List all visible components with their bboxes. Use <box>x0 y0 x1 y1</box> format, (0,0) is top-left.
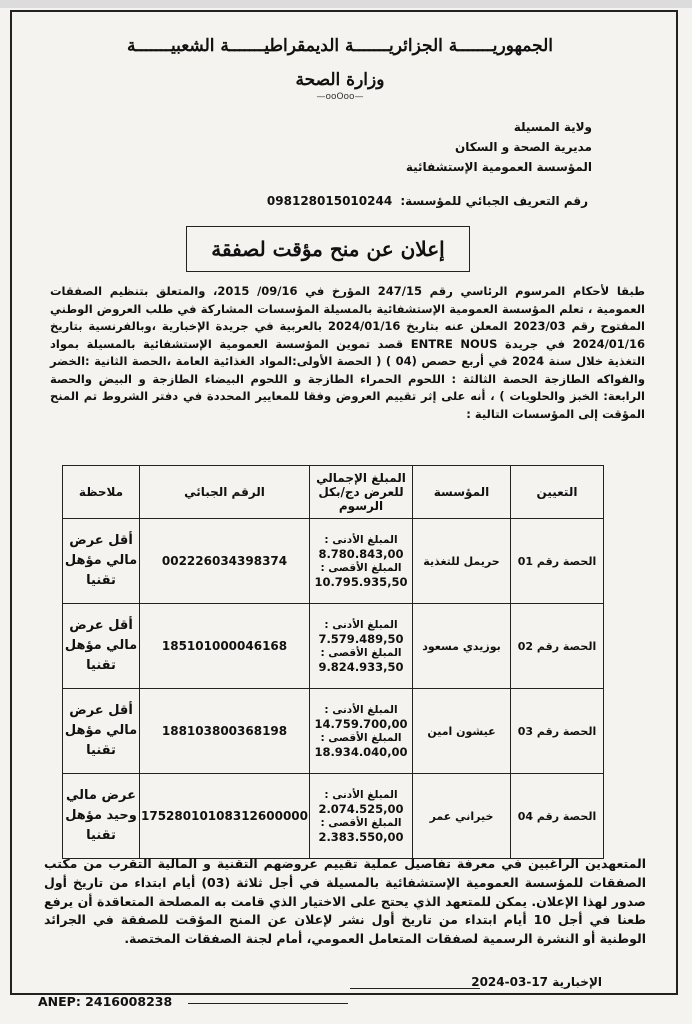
remark-cell: عرض مالي وحيد مؤهل تقنيا <box>63 774 140 859</box>
max-amount: 9.824.933,50 <box>318 660 404 674</box>
header-tax-number: الرقم الجبائي <box>140 466 310 519</box>
lot-cell: الحصة رقم 02 <box>511 604 604 689</box>
company-cell: حريمل للتغذية <box>413 519 511 604</box>
address-institution: المؤسسة العمومية الإستشفائية <box>405 160 592 174</box>
anep-reference: ANEP: 2416008238 <box>38 994 173 1009</box>
max-amount: 18.934.040,00 <box>314 745 408 759</box>
address-directorate: مديرية الصحة و السكان <box>454 140 592 154</box>
max-amount: 2.383.550,00 <box>318 830 404 844</box>
amount-cell <box>310 689 413 774</box>
min-label: المبلغ الأدنى : <box>324 789 398 801</box>
table-header-row <box>63 466 604 519</box>
max-label: المبلغ الأقصى : <box>320 732 402 744</box>
max-amount: 10.795.935,50 <box>314 575 408 589</box>
min-amount: 14.759.700,00 <box>314 717 408 731</box>
amount-cell <box>310 519 413 604</box>
company-cell: خيراني عمر <box>413 774 511 859</box>
lot-cell: الحصة رقم 01 <box>511 519 604 604</box>
header-ornament: —ooOoo— <box>316 92 364 102</box>
award-table <box>62 465 604 859</box>
amount-cell <box>310 604 413 689</box>
company-cell: بوزيدي مسعود <box>413 604 511 689</box>
remark-cell: أقل عرض مالي مؤهل تقنيا <box>63 689 140 774</box>
min-label: المبلغ الأدنى : <box>324 619 398 631</box>
min-label: المبلغ الأدنى : <box>324 534 398 546</box>
tax-number-cell: 185101000046168 <box>140 604 310 689</box>
announcement-title: إعلان عن منح مؤقت لصفقة <box>186 226 470 272</box>
anep-rule <box>188 1003 348 1004</box>
tax-id-value: 098128015010244 <box>266 194 393 208</box>
lot-cell: الحصة رقم 03 <box>511 689 604 774</box>
table-row <box>63 604 604 689</box>
min-amount: 2.074.525,00 <box>318 802 404 816</box>
address-wilaya: ولاية المسيلة <box>513 120 592 134</box>
address-block <box>406 117 592 177</box>
lot-cell: الحصة رقم 04 <box>511 774 604 859</box>
max-label: المبلغ الأقصى : <box>320 817 402 829</box>
header-amount: المبلغ الإجمالي للعرض دج/بكل الرسوم <box>310 466 413 519</box>
tax-id-line <box>267 194 592 208</box>
max-label: المبلغ الأقصى : <box>320 647 402 659</box>
max-label: المبلغ الأقصى : <box>320 562 402 574</box>
signature-rule <box>350 988 480 989</box>
tax-number-cell: 002226034398374 <box>140 519 310 604</box>
republic-header: الجمهوريـــــــة الجزائريـــــــة الديمقراطيـــــــة الشعبيـــــــة <box>126 36 554 56</box>
remark-cell: أقل عرض مالي مؤهل تقنيا <box>63 519 140 604</box>
min-amount: 8.780.843,00 <box>318 547 404 561</box>
publication-signature: الإخبارية 17-03-2024 <box>471 975 602 989</box>
remark-cell: أقل عرض مالي مؤهل تقنيا <box>63 604 140 689</box>
tax-number-cell: 188103800368198 <box>140 689 310 774</box>
header-designation: التعيين <box>511 466 604 519</box>
table-row <box>63 774 604 859</box>
footer-paragraph: المتعهدين الراغبين في معرفة تفاصيل عملية تقييم عروضهم التقنية و المالية التقرب من مكتب الصفقات للمؤسسة العمومية الإستشفائية بالمسيلة في أجل ثلاثة (03) أيام ابتداء من تاريخ أول صدور لهذا الإعلان. يمكن للمتعهد الذي يحتج على الاختيار الذي قامت به المصلحة المتعاقدة أن يرفع طعنا في أجل 10 أيام ابتداء من تاريخ أول نشر لإعلان عن المنح المؤقت للصفقة في الجرائد الوطنية أو النشرة الرسمية لصفقات المتعامل العمومي، أمام لجنة الصفقات المختصة. <box>44 856 646 947</box>
company-cell: عيشون امين <box>413 689 511 774</box>
table-row <box>63 519 604 604</box>
min-amount: 7.579.489,50 <box>318 632 404 646</box>
tax-id-label: رقم التعريف الجبائي للمؤسسة: <box>400 194 588 208</box>
intro-paragraph: طبقا لأحكام المرسوم الرئاسي رقم 247/15 المؤرخ في 09/16/ 2015، والمتعلق بتنظيم الصفقات العمومية ، تعلم المؤسسة العمومية الإستشفائية بالمسيلة المؤسسات المشاركة في طلب العروض الوطني المفتوح رقم 2023/03 المعلن عنه بتاريخ 2024/01/16 بالعربية في جريدة الإخبارية ،وبالفرنسية بتاريخ 2024/01/16 في جريدة ENTRE NOUS قصد تموين المؤسسة العمومية الإستشفائية بالمسيلة بمواد التغذية خلال سنة 2024 في أربع حصص (04 ) ( الحصة الأولى:المواد الغذائية العامة ،الحصة الثانية :الخضر والفواكه الطازجة الحصة الثالثة : اللحوم الحمراء الطازجة و اللحوم البيضاء الطازجة و البيض والحصة الرابعة: الخبز والحلويات ) ، أنه على إثر تقييم العروض وفقا للمعايير المحددة في دفتر الشروط تم المنح المؤقت إلى المؤسسات التالية : <box>50 284 645 421</box>
top-strip <box>0 0 692 8</box>
header-remark: ملاحظة <box>63 466 140 519</box>
min-label: المبلغ الأدنى : <box>324 704 398 716</box>
header-company: المؤسسة <box>413 466 511 519</box>
tax-number-cell: 17528010108312600000 <box>140 774 310 859</box>
amount-cell <box>310 774 413 859</box>
ministry-header: وزارة الصحة <box>295 70 385 90</box>
table-row <box>63 689 604 774</box>
